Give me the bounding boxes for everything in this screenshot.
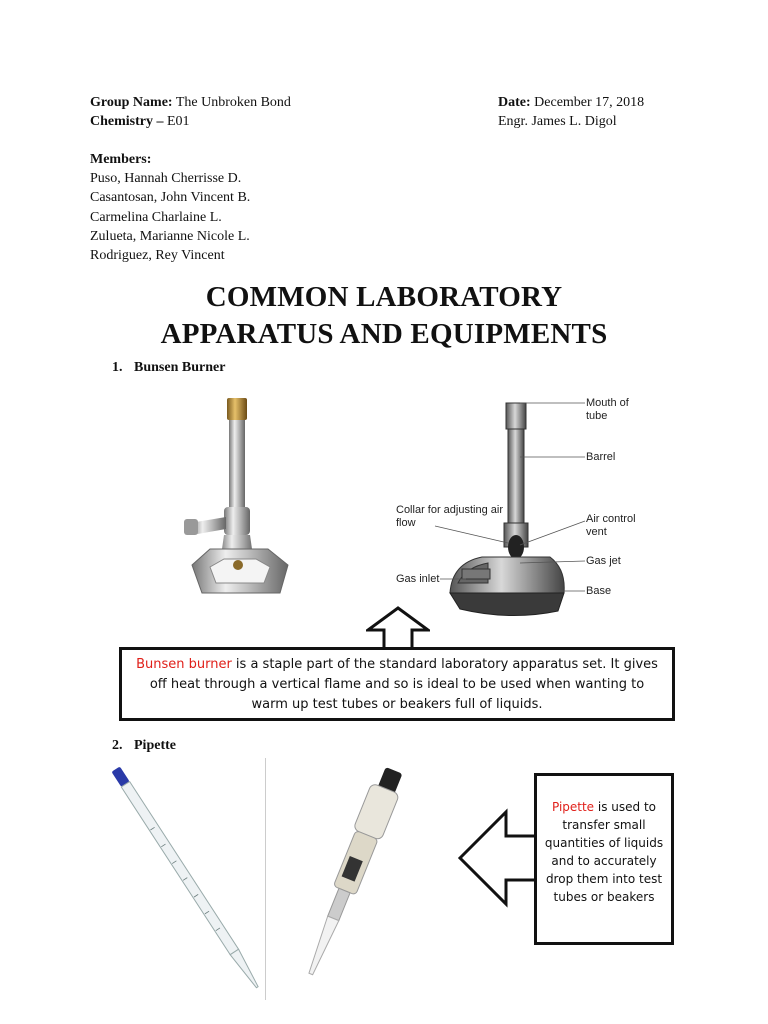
group-name-label: Group Name: — [90, 95, 173, 110]
date-value: December 17, 2018 — [530, 95, 645, 110]
member-name: Casantosan, John Vincent B. — [90, 190, 251, 206]
page-title-line2: APPARATUS AND EQUIPMENTS — [160, 318, 608, 350]
pipette-description: is used to transfer small quantities of liquids and to accurately drop them into test tubes or beakers — [544, 800, 664, 904]
instructor: Engr. James L. Digol — [498, 114, 617, 129]
graduated-pipette-photo — [112, 758, 262, 1000]
arrow-up-icon — [366, 606, 430, 650]
bunsen-burner-photo — [180, 395, 300, 610]
label-air-control-vent: Air control vent — [586, 513, 636, 538]
pipette-highlight: Pipette — [551, 800, 595, 814]
label-collar: Collar for adjusting air flow — [396, 504, 503, 529]
subject-value: E01 — [163, 114, 190, 129]
pipette-description-box — [534, 773, 674, 945]
group-name-value: The Unbroken Bond — [172, 95, 291, 110]
subject-label: Chemistry – — [90, 114, 164, 129]
micropipette-photo — [282, 762, 422, 984]
arrow-left-icon — [458, 808, 542, 908]
bunsen-description: is a staple part of the standard laboratory apparatus set. It gives off heat through a vertical flame and so is ideal to be used when wanting to warm up test tubes or beakers full of liquids. — [149, 657, 658, 712]
members-block — [90, 150, 250, 265]
label-base: Base — [586, 585, 612, 597]
member-name: Puso, Hannah Cherrisse D. — [90, 171, 242, 187]
member-name: Carmelina Charlaine L. — [90, 209, 222, 225]
members-label: Members: — [90, 152, 152, 167]
group-name — [90, 93, 291, 112]
section-number: 1. — [112, 360, 123, 375]
image-divider — [265, 758, 266, 1000]
date — [498, 93, 644, 112]
bunsen-highlight: Bunsen burner — [136, 657, 232, 672]
section-title: Bunsen Burner — [134, 360, 226, 375]
date-label: Date: — [498, 95, 531, 110]
subject — [90, 112, 190, 131]
member-name: Rodriguez, Rey Vincent — [90, 248, 225, 264]
label-gas-inlet: Gas inlet — [396, 573, 440, 585]
page-title-line1: COMMON LABORATORY — [205, 281, 563, 313]
bunsen-description-box — [119, 647, 675, 721]
section-title: Pipette — [134, 738, 176, 753]
section-heading-pipette — [112, 738, 176, 754]
label-gas-jet: Gas jet — [586, 555, 621, 567]
member-name: Zulueta, Marianne Nicole L. — [90, 228, 250, 244]
section-heading-bunsen — [112, 360, 225, 376]
label-barrel: Barrel — [586, 451, 616, 463]
section-number: 2. — [112, 738, 123, 753]
label-mouth-of-tube: Mouth of tube — [586, 397, 629, 422]
